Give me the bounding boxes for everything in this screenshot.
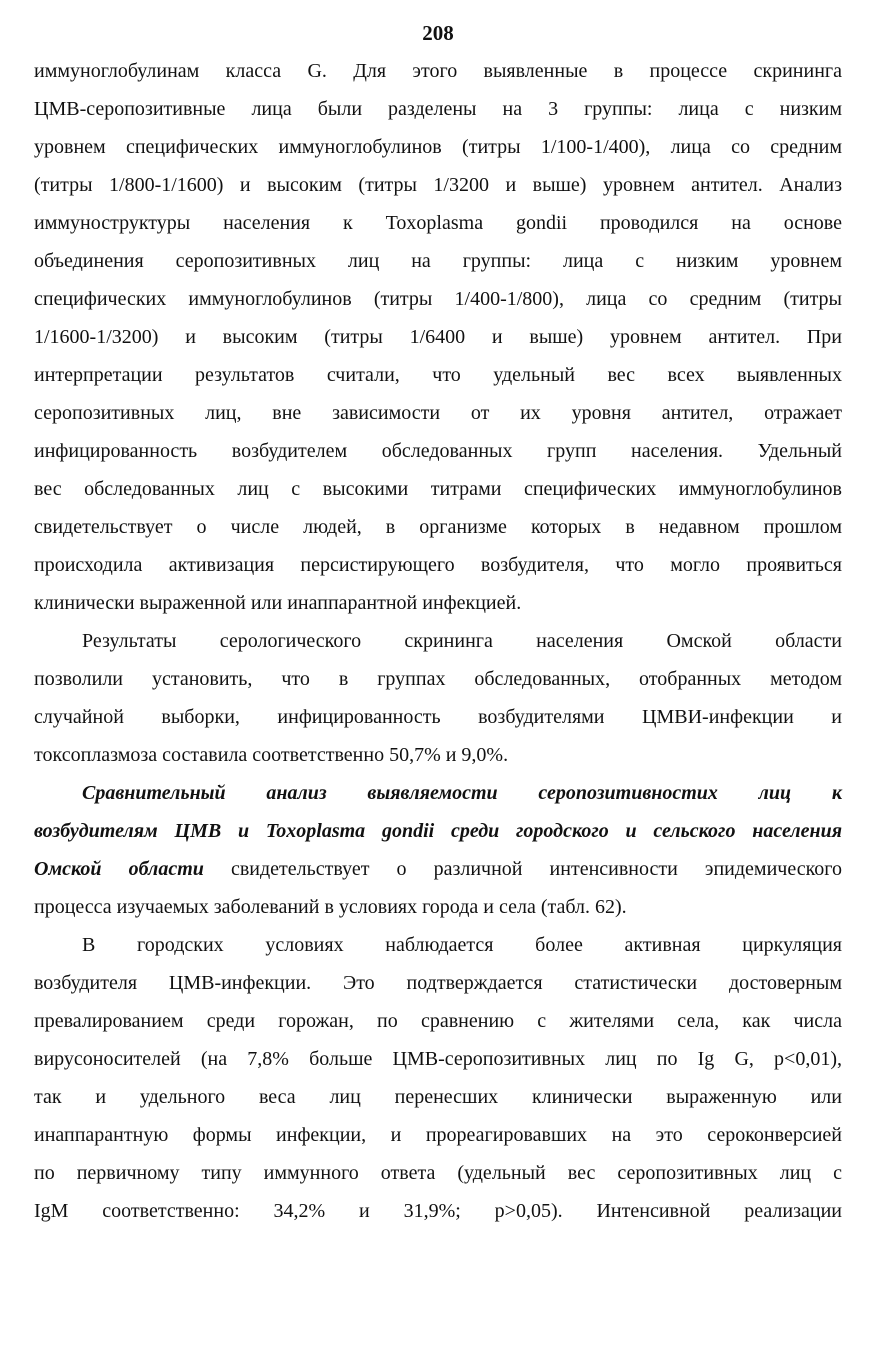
- text-line: иммуноглобулинам класса G. Для этого выявленные в процессе скрининга: [34, 60, 842, 82]
- text-line: случайной выборки, инфицированность возбудителями ЦМВИ-инфекции и: [34, 706, 842, 728]
- text-line: процесса изучаемых заболеваний в условиях города и села (табл. 62).: [34, 896, 627, 918]
- text-line: возбудителя ЦМВ-инфекции. Это подтверждается статистически достоверным: [34, 972, 842, 994]
- text-line: инаппарантную формы инфекции, и прореагировавших на это сероконверсией: [34, 1124, 842, 1146]
- text-line: (титры 1/800-1/1600) и высоким (титры 1/3200 и выше) уровнем антител. Анализ: [34, 174, 842, 196]
- text-line: позволили установить, что в группах обследованных, отобранных методом: [34, 668, 842, 690]
- text-line: объединения серопозитивных лиц на группы: лица с низким уровнем: [34, 250, 842, 272]
- text-line: происходила активизация персистирующего возбудителя, что могло проявиться: [34, 554, 842, 576]
- text-line: специфических иммуноглобулинов (титры 1/400-1/800), лица со средним (титры: [34, 288, 842, 310]
- italic-lead-text: Омской области: [34, 858, 204, 880]
- mixed-text-line: [34, 850, 842, 888]
- italic-text-line: возбудителям ЦМВ и Toxoplasma gondii среди городского и сельского населения: [34, 820, 842, 842]
- text-line: вес обследованных лиц с высокими титрами специфических иммуноглобулинов: [34, 478, 842, 500]
- text-line: свидетельствует о числе людей, в организме которых в недавном прошлом: [34, 516, 842, 538]
- text-line: инфицированность возбудителем обследованных групп населения. Удельный: [34, 440, 842, 462]
- text-line: клинически выраженной или инаппарантной инфекцией.: [34, 592, 522, 614]
- page-number: 208: [422, 21, 454, 45]
- text-line: по первичному типу иммунного ответа (удельный вес серопозитивных лиц с: [34, 1162, 842, 1184]
- paragraph-3: [34, 774, 842, 926]
- text-line: уровнем специфических иммуноглобулинов (титры 1/100-1/400), лица со средним: [34, 136, 842, 158]
- text-line: превалированием среди горожан, по сравнению с жителями села, как числа: [34, 1010, 842, 1032]
- text-line: IgM соответственно: 34,2% и 31,9%; p>0,05). Интенсивной реализации: [34, 1200, 842, 1222]
- text-line: серопозитивных лиц, вне зависимости от их уровня антител, отражает: [34, 402, 842, 424]
- text-line: ЦМВ-серопозитивные лица были разделены на 3 группы: лица с низким: [34, 98, 842, 120]
- document-page: [34, 14, 842, 1230]
- paragraph-2: [34, 622, 842, 774]
- text-line: так и удельного веса лиц перенесших клинически выраженную или: [34, 1086, 842, 1108]
- text-line: токсоплазмоза составила соответственно 50,7% и 9,0%.: [34, 744, 509, 766]
- text-continuation: свидетельствует о различной интенсивности эпидемического: [203, 858, 843, 880]
- text-line: 1/1600-1/3200) и высоким (титры 1/6400 и выше) уровнем антител. При: [34, 326, 842, 348]
- paragraph-1: [34, 52, 842, 622]
- text-line: вирусоносителей (на 7,8% больше ЦМВ-серопозитивных лиц по Ig G, p<0,01),: [34, 1048, 842, 1070]
- text-line: иммуноструктуры населения к Toxoplasma gondii проводился на основе: [34, 212, 842, 234]
- paragraph-4: [34, 926, 842, 1230]
- text-line: Результаты серологического скрининга населения Омской области: [82, 630, 842, 652]
- text-line: интерпретации результатов считали, что удельный вес всех выявленных: [34, 364, 842, 386]
- italic-text-line: Сравнительный анализ выявляемости серопозитивностих лиц к: [82, 782, 842, 804]
- text-line: В городских условиях наблюдается более активная циркуляция: [82, 934, 842, 956]
